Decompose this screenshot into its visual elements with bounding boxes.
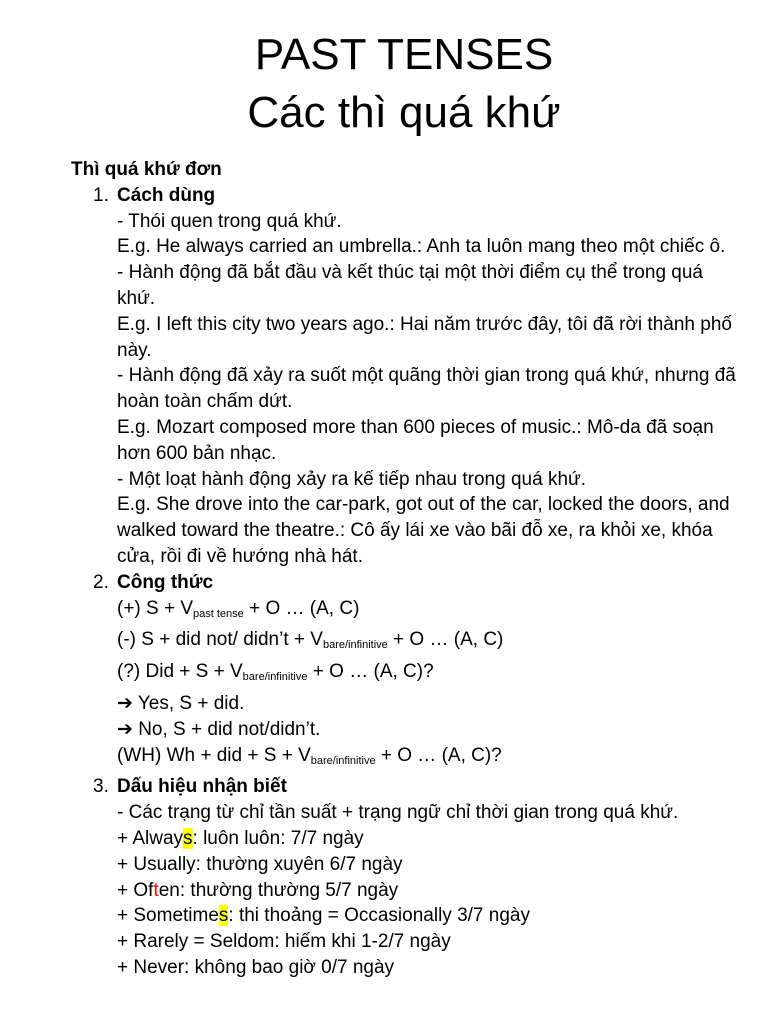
item-title: Dấu hiệu nhận biết	[117, 776, 287, 798]
list-number: 2.	[93, 571, 109, 593]
answer-no: ➔ No, S + did not/didn’t.	[117, 718, 321, 740]
item-title: Công thức	[117, 571, 214, 593]
signal-always: + Always: luôn luôn: 7/7 ngày	[117, 827, 364, 849]
list-number: 3.	[93, 776, 109, 798]
usage-line: - Hành động đã xảy ra suốt một quãng thời gian trong quá khứ, nhưng đã hoàn toàn chấm dứt.	[117, 365, 736, 413]
section-heading: Thì quá khứ đơn	[71, 159, 222, 180]
document-subtitle: Các thì quá khứ	[247, 88, 561, 137]
formula-question: (?) Did + $S + V_{bare/infinitive} + O$ … (A, C)?	[117, 661, 434, 684]
highlighted-letter: s	[183, 827, 193, 849]
usage-example: E.g. He always carried an umbrella.: Anh ta luôn mang theo một chiếc ô.	[117, 236, 726, 258]
list-item-signals	[71, 774, 743, 980]
usage-example: E.g. I left this city two years ago.: Hai năm trước đây, tôi đã rời thành phố này.	[117, 313, 732, 361]
formula-wh-question: (WH) Wh + did + $S + V_{bare/infinitive} + O$ … (A, C)?	[117, 744, 502, 767]
list-number: 1.	[93, 184, 109, 206]
red-letter: t	[153, 879, 159, 901]
item-title: Cách dùng	[117, 184, 216, 206]
usage-line: - Hành động đã bắt đầu và kết thúc tại một thời điểm cụ thể trong quá khứ.	[117, 262, 703, 309]
signal-sometimes: + Sometimes: thi thoảng = Occasionally 3/7 ngày	[117, 905, 530, 927]
signal-often: + Often: thường thường 5/7 ngày	[117, 879, 399, 901]
signal-usually: + Usually: thường xuyên 6/7 ngày	[117, 853, 403, 875]
document-body	[71, 157, 743, 981]
document-title: PAST TENSES	[254, 30, 554, 79]
list-item-usage	[71, 183, 743, 570]
highlighted-letter: s	[218, 905, 229, 927]
answer-yes: ➔ Yes, S + did.	[117, 692, 245, 714]
signal-rarely: + Rarely = Seldom: hiếm khi 1-2/7 ngày	[117, 931, 451, 953]
usage-line: - Thói quen trong quá khứ.	[117, 210, 342, 232]
usage-example: E.g. Mozart composed more than 600 pieces of music.: Mô-da đã soạn hơn 600 bản nhạc.	[117, 416, 714, 464]
arrow-icon: ➔	[117, 692, 133, 714]
arrow-icon: ➔	[117, 718, 133, 740]
usage-example: E.g. She drove into the car-park, got out of the car, locked the doors, and walked toward the theatre.: Cô ấy lái xe vào bãi đỗ xe, ra khỏi xe, khóa cửa, rồi đi về hướng nhà hát.	[117, 494, 730, 567]
list-item-formula	[71, 570, 743, 775]
formula-affirmative: (+) $S + V_{past tense} + O$ … (A, C)	[117, 597, 360, 620]
formula-negative: (-) S + did not/ didn’t + $V_{bare/infinitive} + O$ … (A, C)	[117, 629, 504, 652]
usage-line: - Một loạt hành động xảy ra kế tiếp nhau trong quá khứ.	[117, 468, 587, 490]
signal-intro: - Các trạng từ chỉ tần suất + trạng ngữ chỉ thời gian trong quá khứ.	[117, 802, 679, 824]
signal-never: + Never: không bao giờ 0/7 ngày	[117, 956, 395, 978]
